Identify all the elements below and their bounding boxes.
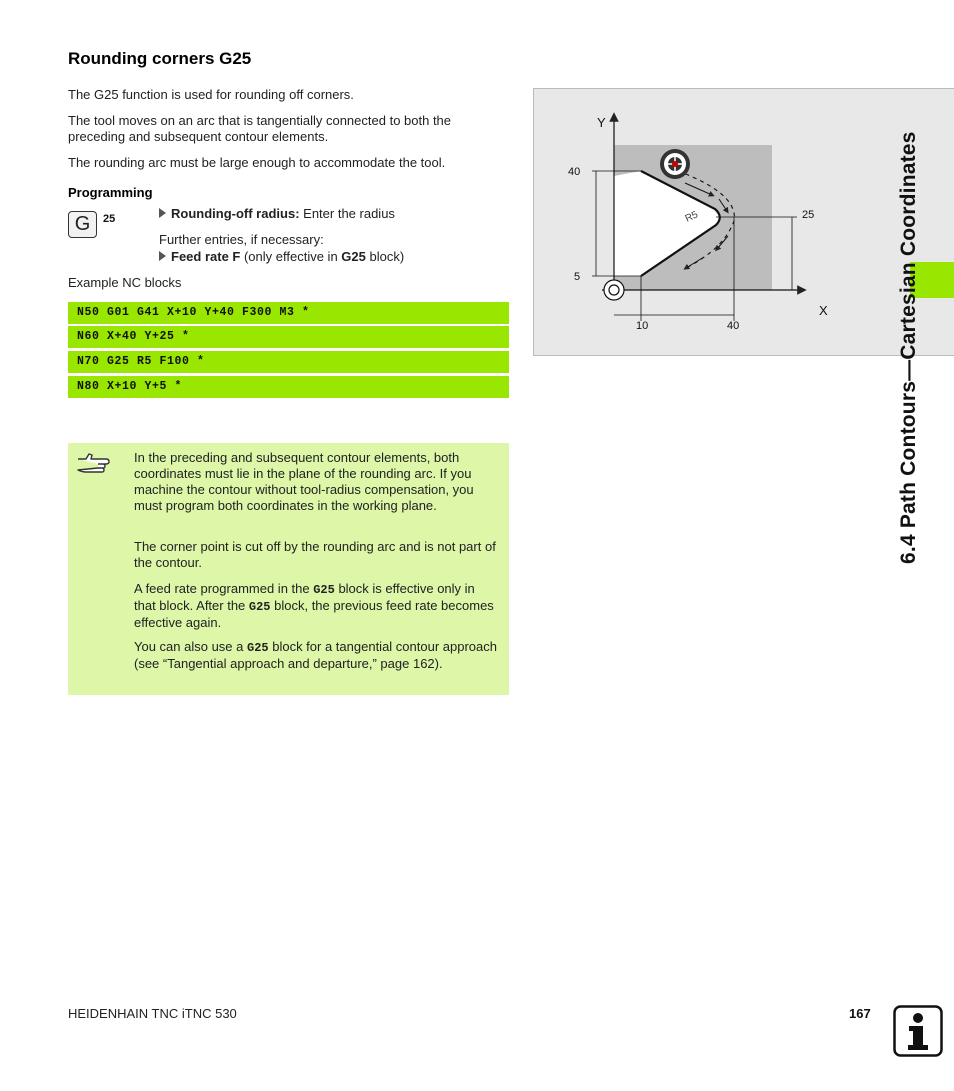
intro-paragraph-1: The G25 function is used for rounding off corners. bbox=[68, 87, 354, 102]
note4-b: block for a tangential contour approach (see “Tangential approach and departure,” page 162). bbox=[134, 639, 497, 671]
arrow-right-icon bbox=[159, 251, 166, 261]
prog-line-feed bbox=[159, 249, 404, 265]
nc-block: N80 X+10 Y+5 * bbox=[68, 376, 509, 398]
y-axis-label: Y bbox=[597, 115, 606, 130]
radius-label: Rounding-off radius: bbox=[171, 206, 300, 221]
note3-code: G25 bbox=[313, 583, 335, 597]
note-paragraph-2: The corner point is cut off by the rounding arc and is not part of the contour. bbox=[134, 539, 496, 570]
feed-text-end: block) bbox=[365, 249, 405, 264]
g-key-icon: G bbox=[68, 211, 97, 238]
intro-paragraph-2: The tool moves on an arc that is tangentially connected to both the preceding and subsequent contour elements. bbox=[68, 113, 452, 144]
intro-paragraph-3: The rounding arc must be large enough to accommodate the tool. bbox=[68, 155, 446, 170]
pointing-hand-icon bbox=[76, 451, 112, 475]
x-axis-label: X bbox=[819, 303, 828, 318]
note3-code2: G25 bbox=[248, 600, 271, 614]
prog-line-further: Further entries, if necessary: bbox=[159, 232, 324, 247]
note-paragraph-3 bbox=[134, 581, 500, 631]
note3-a: A feed rate programmed in the bbox=[134, 581, 314, 596]
note3-c: block, the previous feed rate becomes effective again. bbox=[134, 598, 494, 630]
note-paragraph-1: In the preceding and subsequent contour elements, both coordinates must lie in the plane of the rounding arc. If you machine the contour without tool-radius compensation, you must program both coordinates in the working plane. bbox=[134, 450, 474, 513]
feed-code: G25 bbox=[341, 249, 366, 264]
page-heading: Rounding corners G25 bbox=[68, 49, 252, 68]
chapter-side-title: 6.4 Path Contours—Cartesian Coordinates bbox=[897, 131, 920, 564]
radius-label: R5 bbox=[683, 209, 700, 225]
example-label: Example NC blocks bbox=[68, 275, 182, 290]
page-number: 167 bbox=[849, 1006, 871, 1021]
prog-line-radius bbox=[159, 206, 395, 222]
nc-block: N50 G01 G41 X+10 Y+40 F300 M3 * bbox=[68, 302, 509, 324]
y5-label: 5 bbox=[574, 271, 581, 283]
footer-manual-title: HEIDENHAIN TNC iTNC 530 bbox=[68, 1006, 237, 1021]
milling-cutter-icon bbox=[660, 149, 690, 179]
x40-label: 40 bbox=[727, 320, 740, 332]
x10-label: 10 bbox=[636, 320, 649, 332]
datum-icon bbox=[604, 280, 624, 300]
feed-label: Feed rate F bbox=[171, 249, 241, 264]
radius-text: Enter the radius bbox=[299, 206, 395, 221]
note-paragraph-4 bbox=[134, 639, 500, 672]
note3-b: block is effective only in that block. After the bbox=[134, 581, 475, 613]
info-icon bbox=[893, 1005, 943, 1057]
y40-label: 40 bbox=[568, 166, 581, 178]
g-key-number: 25 bbox=[103, 213, 116, 225]
nc-block: N70 G25 R5 F100 * bbox=[68, 351, 509, 373]
note4-a: You can also use a bbox=[134, 639, 247, 654]
g25-diagram-svg bbox=[534, 89, 954, 355]
feed-text: (only effective in bbox=[240, 249, 342, 264]
g25-diagram bbox=[533, 88, 954, 356]
nc-block: N60 X+40 Y+25 * bbox=[68, 326, 509, 348]
arrow-right-icon bbox=[159, 208, 166, 218]
programming-label: Programming bbox=[68, 185, 153, 200]
note4-code: G25 bbox=[247, 641, 269, 655]
dim25-label: 25 bbox=[802, 209, 815, 221]
